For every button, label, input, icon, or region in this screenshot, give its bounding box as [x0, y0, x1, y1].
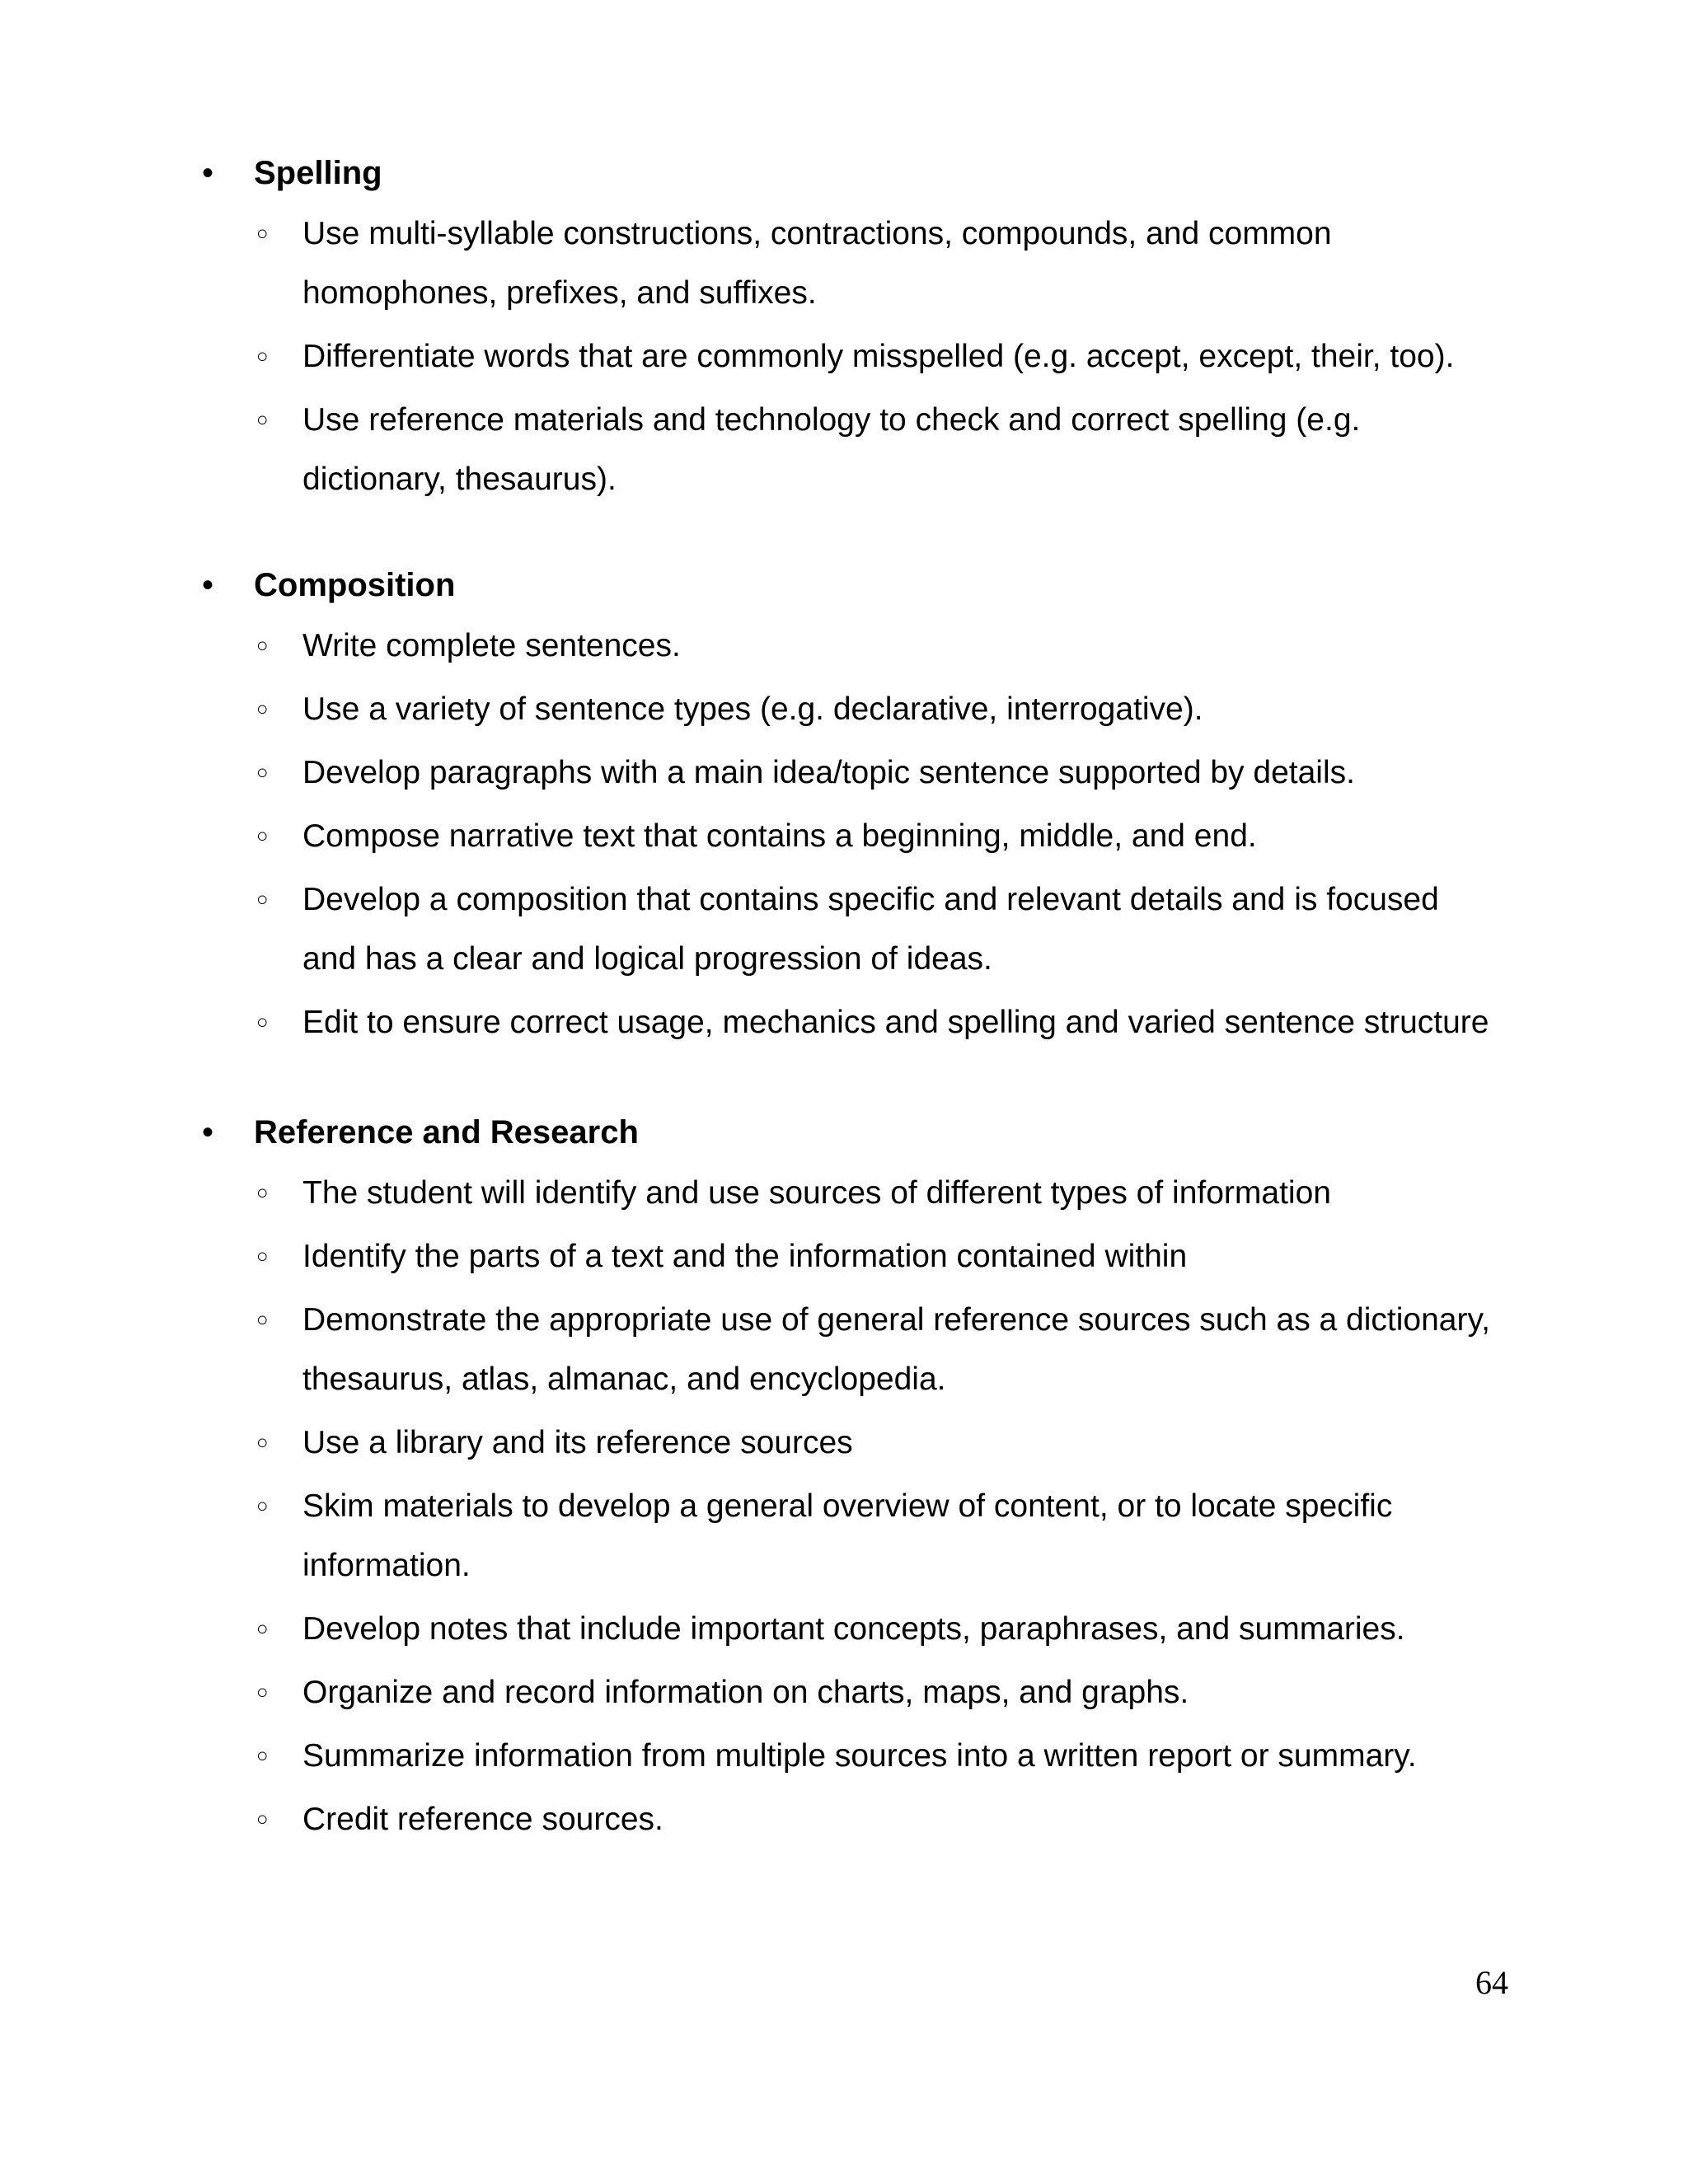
composition-item-list [202, 616, 1554, 1052]
list-item [202, 1477, 1554, 1596]
list-item [202, 993, 1554, 1052]
item-line: Develop notes that include important concepts, paraphrases, and summaries. [302, 1611, 1405, 1647]
list-item [202, 807, 1554, 866]
list-item [202, 327, 1554, 387]
item-line: Use reference materials and technology to check and correct spelling (e.g. [302, 402, 1361, 438]
item-line: Differentiate words that are commonly misspelled (e.g. accept, except, their, too). [302, 339, 1455, 374]
item-line: Develop paragraphs with a main idea/topic sentence supported by details. [302, 755, 1355, 790]
circle-marker: ○ [256, 1681, 269, 1704]
list-item [202, 870, 1554, 989]
circle-marker: ○ [256, 762, 269, 784]
section-composition [202, 554, 1554, 1057]
item-line: Skim materials to develop a general overview of content, or to locate specific [302, 1488, 1393, 1524]
section-heading [202, 554, 1554, 616]
item-line: Credit reference sources. [302, 1802, 663, 1837]
item-line: Compose narrative text that contains a beginning, middle, and end. [302, 818, 1257, 854]
item-line: thesaurus, atlas, almanac, and encyclopedia. [302, 1361, 946, 1397]
section-spelling [202, 142, 1554, 513]
list-item [202, 1164, 1554, 1223]
item-line: Write complete sentences. [302, 628, 681, 663]
circle-marker: ○ [256, 1618, 269, 1640]
circle-marker: ○ [256, 409, 269, 431]
item-line: Summarize information from multiple sources into a written report or summary. [302, 1738, 1417, 1774]
circle-marker: ○ [256, 698, 269, 720]
list-item [202, 1663, 1554, 1722]
page-number: 64 [1475, 1964, 1508, 2001]
section-title-reference-research: Reference and Research [254, 1114, 639, 1151]
list-item [202, 204, 1554, 323]
item-line: The student will identify and use sources of different types of information [302, 1175, 1331, 1211]
list-item [202, 1227, 1554, 1286]
list-item [202, 1727, 1554, 1786]
item-line: Edit to ensure correct usage, mechanics and spelling and varied sentence structure [302, 1005, 1489, 1040]
bullet-marker: • [202, 155, 214, 191]
list-item [202, 743, 1554, 803]
list-item [202, 1600, 1554, 1659]
list-item [202, 680, 1554, 739]
item-line: dictionary, thesaurus). [302, 462, 617, 497]
section-heading [202, 1101, 1554, 1164]
item-line: Develop a composition that contains specific and relevant details and is focused [302, 882, 1439, 917]
list-item [202, 1413, 1554, 1473]
circle-marker: ○ [256, 635, 269, 657]
section-heading [202, 142, 1554, 204]
circle-marker: ○ [256, 825, 269, 847]
item-line: and has a clear and logical progression of ideas. [302, 941, 992, 977]
list-item [202, 616, 1554, 676]
bullet-marker: • [202, 567, 214, 603]
circle-marker: ○ [256, 888, 269, 911]
circle-marker: ○ [256, 1245, 269, 1268]
circle-marker: ○ [256, 1495, 269, 1517]
circle-marker: ○ [256, 1309, 269, 1331]
item-line: Use a library and its reference sources [302, 1425, 853, 1460]
item-line: Demonstrate the appropriate use of general reference sources such as a dictionary, [302, 1302, 1490, 1338]
circle-marker: ○ [256, 1182, 269, 1204]
item-line: Use a variety of sentence types (e.g. declarative, interrogative). [302, 691, 1203, 727]
circle-marker: ○ [256, 1432, 269, 1454]
circle-marker: ○ [256, 1011, 269, 1033]
circle-marker: ○ [256, 223, 269, 245]
circle-marker: ○ [256, 1745, 269, 1767]
list-item [202, 1790, 1554, 1849]
item-line: Identify the parts of a text and the information contained within [302, 1239, 1188, 1274]
list-item [202, 1291, 1554, 1409]
section-reference-research [202, 1101, 1554, 1854]
reference-item-list [202, 1164, 1554, 1849]
item-line: information. [302, 1548, 471, 1583]
bullet-marker: • [202, 1114, 214, 1151]
circle-marker: ○ [256, 345, 269, 368]
item-line: Organize and record information on charts, maps, and graphs. [302, 1675, 1189, 1710]
spelling-item-list [202, 204, 1554, 509]
list-item [202, 391, 1554, 509]
section-title-spelling: Spelling [254, 155, 382, 191]
section-title-composition: Composition [254, 567, 456, 603]
circle-marker: ○ [256, 1808, 269, 1830]
item-line: homophones, prefixes, and suffixes. [302, 275, 817, 311]
item-line: Use multi-syllable constructions, contractions, compounds, and common [302, 216, 1332, 251]
